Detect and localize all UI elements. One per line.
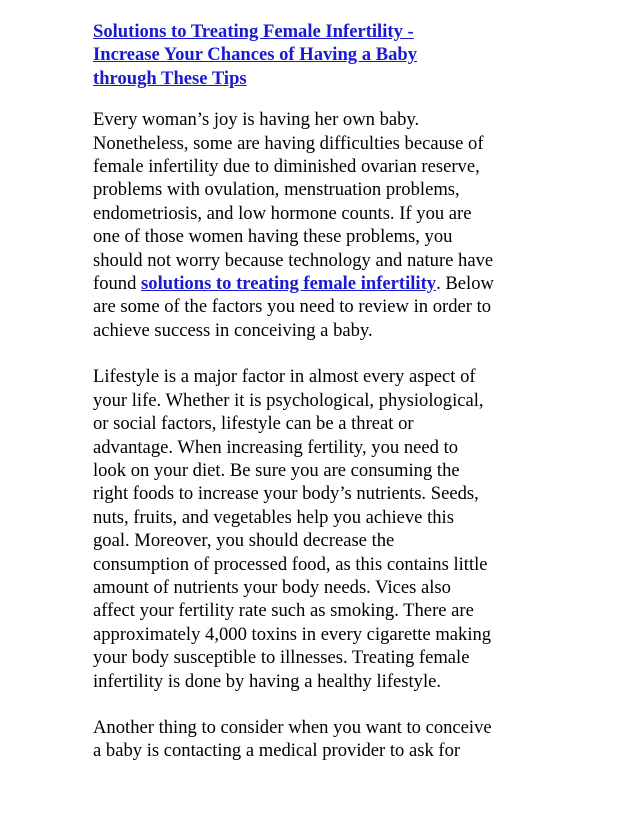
text-line: advantage. When increasing fertility, you need to bbox=[93, 436, 459, 458]
text-line: Every woman’s joy is having her own baby. bbox=[93, 109, 420, 131]
text-line: nuts, fruits, and vegetables help you achieve this bbox=[93, 506, 454, 528]
title-line-3[interactable]: through These Tips bbox=[93, 67, 247, 89]
text-line: your body susceptible to illnesses. Treating female bbox=[93, 647, 470, 669]
text-line: affect your fertility rate such as smoking. There are bbox=[93, 600, 474, 622]
text-line: look on your diet. Be sure you are consuming the bbox=[93, 459, 460, 481]
text-line: endometriosis, and low hormone counts. If you are bbox=[93, 202, 472, 224]
text-line: should not worry because technology and nature have bbox=[93, 249, 494, 271]
text-line: right foods to increase your body’s nutrients. Seeds, bbox=[93, 483, 479, 505]
text-line: achieve success in conceiving a baby. bbox=[93, 319, 373, 341]
text-line: consumption of processed food, as this contains little bbox=[93, 553, 488, 575]
text-line: Another thing to consider when you want to conceive bbox=[93, 716, 492, 738]
text-line: Lifestyle is a major factor in almost every aspect of bbox=[93, 366, 476, 388]
title-line-1[interactable]: Solutions to Treating Female Infertility - bbox=[93, 21, 414, 42]
text-line: problems with ovulation, menstruation problems, bbox=[93, 179, 460, 201]
text-line: are some of the factors you need to review in order to bbox=[93, 296, 492, 318]
link-suffix-text: . Below bbox=[436, 273, 494, 295]
text-line: one of those women having these problems, you bbox=[93, 226, 453, 248]
paragraph-medical bbox=[93, 716, 545, 763]
text-line: female infertility due to diminished ovarian reserve, bbox=[93, 156, 480, 178]
text-line: or social factors, lifestyle can be a threat or bbox=[93, 413, 414, 435]
text-line: amount of nutrients your body needs. Vices also bbox=[93, 576, 451, 598]
text-line: Nonetheless, some are having difficulties because of bbox=[93, 132, 484, 154]
paragraph-intro bbox=[93, 108, 545, 342]
text-line: approximately 4,000 toxins in every cigarette making bbox=[93, 623, 492, 645]
text-line: infertility is done by having a healthy lifestyle. bbox=[93, 670, 442, 692]
text-line: goal. Moreover, you should decrease the bbox=[93, 530, 395, 552]
link-prefix-text: found bbox=[93, 273, 142, 295]
solutions-link[interactable]: solutions to treating female infertility bbox=[141, 273, 437, 295]
title-line-2[interactable]: Increase Your Chances of Having a Baby bbox=[93, 44, 418, 66]
text-line: your life. Whether it is psychological, physiological, bbox=[93, 389, 484, 411]
paragraph-lifestyle bbox=[93, 365, 545, 693]
text-line-with-link bbox=[93, 272, 545, 295]
text-line: a baby is contacting a medical provider to ask for bbox=[93, 740, 461, 762]
document-page bbox=[93, 20, 545, 786]
article-title-link[interactable] bbox=[93, 20, 545, 90]
